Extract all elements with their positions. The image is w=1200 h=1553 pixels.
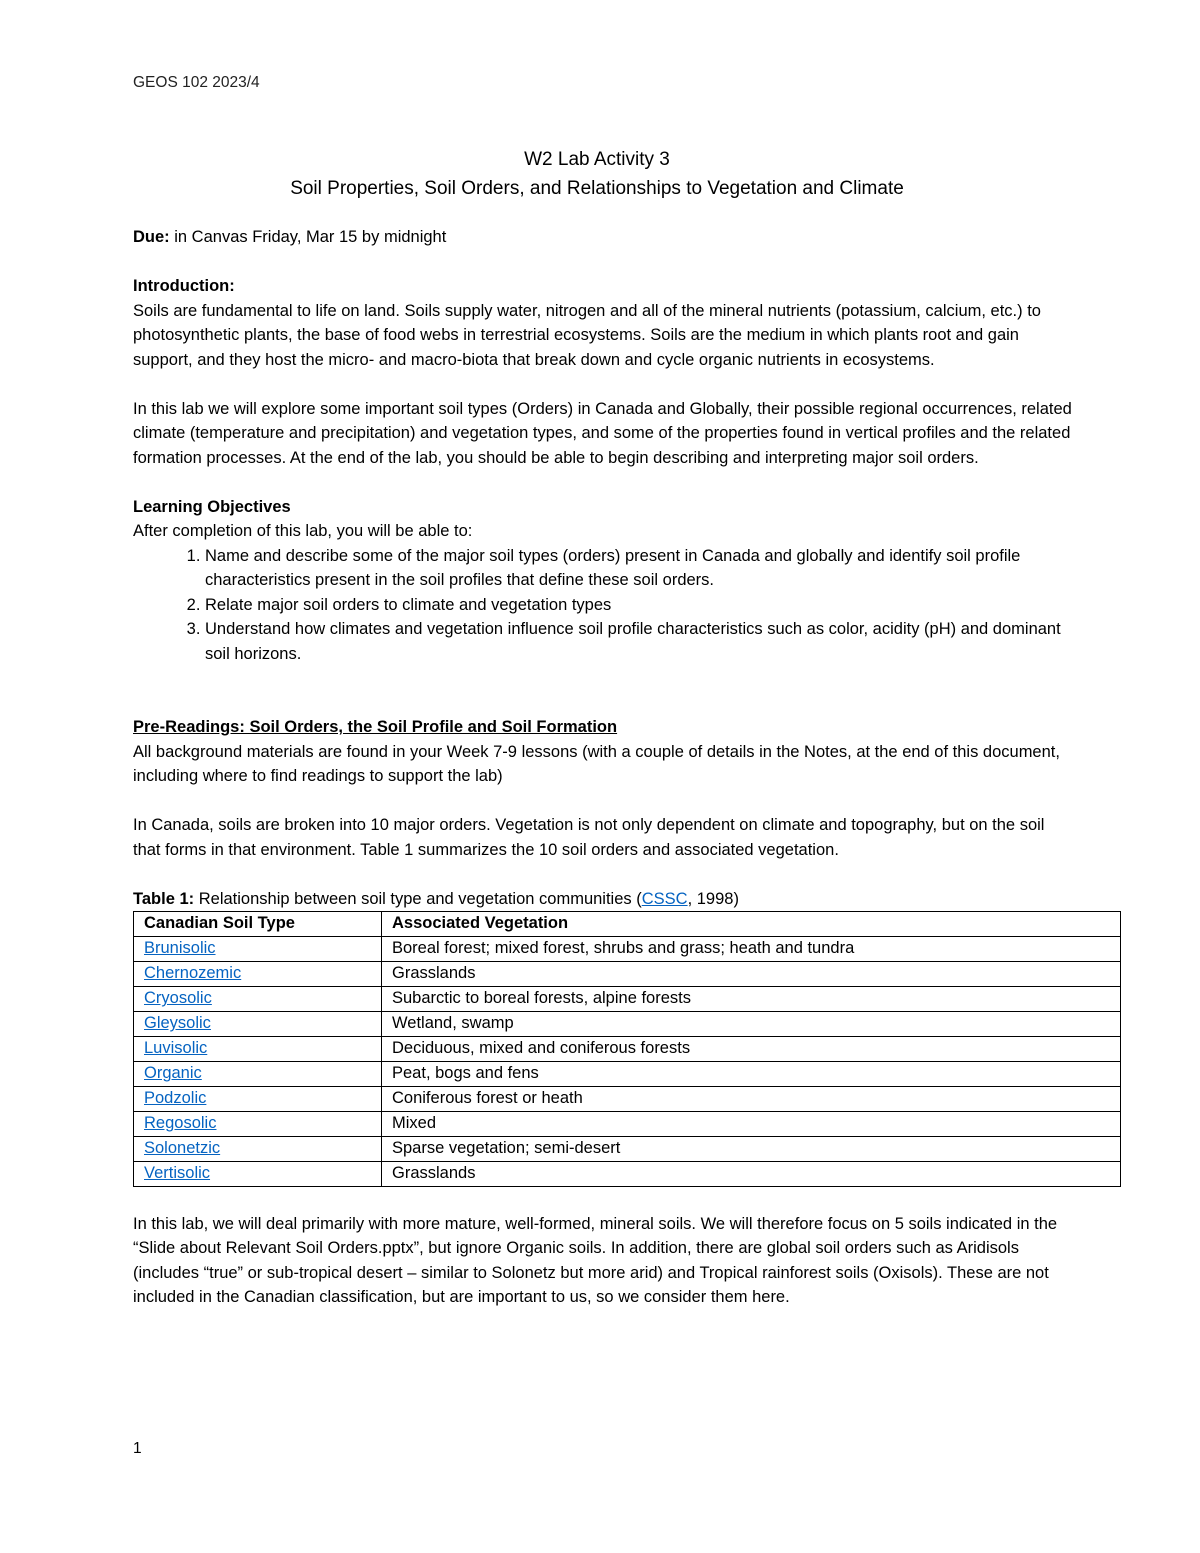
table-row	[134, 937, 1121, 962]
table-caption-label: Table 1:	[133, 889, 195, 908]
table-row	[134, 1137, 1121, 1162]
table-header-row	[134, 912, 1121, 937]
table-row	[134, 1037, 1121, 1062]
introduction-heading: Introduction:	[133, 277, 235, 295]
header-soil-type: Canadian Soil Type	[134, 912, 382, 937]
table-row	[134, 1012, 1121, 1037]
due-line	[133, 225, 1073, 250]
closing-paragraph: In this lab, we will deal primarily with more mature, well-formed, mineral soils. We will therefore focus on 5 soils indicated in the “Slide about Relevant Soil Orders.pptx”, but ignore Organic soils. In addition, there are global soil orders such as Aridisols (includes “true” or sub-tropical desert – similar to Solonetz but more arid) and Tropical rainforest soils (Oxisols). These are not included in the Canadian classification, but are important to us, so we consider them here.	[133, 1214, 1058, 1306]
soil-link-regosolic[interactable]: Regosolic	[144, 1114, 217, 1133]
vegetation-cell: Deciduous, mixed and coniferous forests	[382, 1037, 1121, 1062]
prereadings-heading: Pre-Readings: Soil Orders, the Soil Profile and Soil Formation	[133, 718, 618, 736]
objective-item-3: 3. Understand how climates and vegetation influence soil profile characteristics such as color, acidity (pH) and dominant soil horizons.	[205, 617, 1073, 666]
soil-link-organic[interactable]: Organic	[144, 1064, 202, 1083]
soil-link-solonetzic[interactable]: Solonetzic	[144, 1139, 221, 1158]
soil-link-podzolic[interactable]: Podzolic	[144, 1089, 207, 1108]
vegetation-cell: Mixed	[382, 1112, 1121, 1137]
cssc-link[interactable]: CSSC	[641, 889, 688, 908]
prereadings-paragraph-2: In Canada, soils are broken into 10 major orders. Vegetation is not only dependent on climate and topography, but on the soil that forms in that environment. Table 1 summarizes the 10 soil orders and associated vegetation.	[133, 816, 1045, 859]
header-vegetation: Associated Vegetation	[382, 912, 1121, 937]
vegetation-cell: Subarctic to boreal forests, alpine forests	[382, 987, 1121, 1012]
due-text: in Canvas Friday, Mar 15 by midnight	[169, 228, 447, 246]
page-number: 1	[133, 1440, 142, 1457]
vegetation-cell: Boreal forest; mixed forest, shrubs and grass; heath and tundra	[382, 937, 1121, 962]
table-row	[134, 1062, 1121, 1087]
objective-item-2: 2. Relate major soil orders to climate and vegetation types	[205, 593, 1073, 618]
objectives-list	[133, 544, 1073, 667]
table-row	[134, 1162, 1121, 1187]
objective-item-1: 1. Name and describe some of the major soil types (orders) present in Canada and globally and identify soil profile characteristics present in the soil profiles that define these soil orders.	[205, 544, 1073, 593]
title-line-2: Soil Properties, Soil Orders, and Relationships to Vegetation and Climate	[290, 178, 904, 199]
vegetation-cell: Peat, bogs and fens	[382, 1062, 1121, 1087]
soil-vegetation-table	[133, 911, 1121, 1187]
introduction-paragraph-1: Soils are fundamental to life on land. Soils supply water, nitrogen and all of the mineral nutrients (potassium, calcium, etc.) to photosynthetic plants, the base of food webs in terrestrial ecosystems. Soils are the medium in which plants root and gain support, and they host the micro- and macro-biota that break down and cycle organic nutrients in ecosystems.	[133, 301, 1041, 369]
prereadings-paragraph-1: All background materials are found in your Week 7-9 lessons (with a couple of details in the Notes, at the end of this document, including where to find readings to support the lab)	[133, 742, 1060, 785]
objectives-heading: Learning Objectives	[133, 497, 291, 516]
table-row	[134, 987, 1121, 1012]
page-header: GEOS 102 2023/4	[133, 74, 260, 91]
title-line-1: W2 Lab Activity 3	[524, 149, 670, 170]
vegetation-cell: Coniferous forest or heath	[382, 1087, 1121, 1112]
vegetation-cell: Sparse vegetation; semi-desert	[382, 1137, 1121, 1162]
soil-link-gleysolic[interactable]: Gleysolic	[144, 1014, 211, 1033]
introduction-paragraph-2: In this lab we will explore some important soil types (Orders) in Canada and Globally, their possible regional occurrences, related climate (temperature and precipitation) and vegetation types, and some of the properties found in vertical profiles and the related formation processes. At the end of the lab, you should be able to begin describing and interpreting major soil orders.	[133, 399, 1072, 467]
vegetation-cell: Grasslands	[382, 962, 1121, 987]
page-content	[133, 145, 1073, 1310]
soil-link-vertisolic[interactable]: Vertisolic	[144, 1164, 211, 1183]
table-row	[134, 1112, 1121, 1137]
table-row	[134, 962, 1121, 987]
document-title	[53, 145, 1141, 203]
vegetation-cell: Grasslands	[382, 1162, 1121, 1187]
soil-link-cryosolic[interactable]: Cryosolic	[144, 989, 212, 1008]
vegetation-cell: Wetland, swamp	[382, 1012, 1121, 1037]
soil-link-chernozemic[interactable]: Chernozemic	[144, 964, 242, 983]
objectives-intro: After completion of this lab, you will be able to:	[133, 522, 473, 540]
soil-link-brunisolic[interactable]: Brunisolic	[144, 939, 216, 958]
due-label: Due:	[133, 228, 170, 246]
table-row	[134, 1087, 1121, 1112]
table-caption: Table 1: Relationship between soil type and vegetation communities (CSSC, 1998)	[133, 889, 739, 908]
soil-link-luvisolic[interactable]: Luvisolic	[144, 1039, 208, 1058]
